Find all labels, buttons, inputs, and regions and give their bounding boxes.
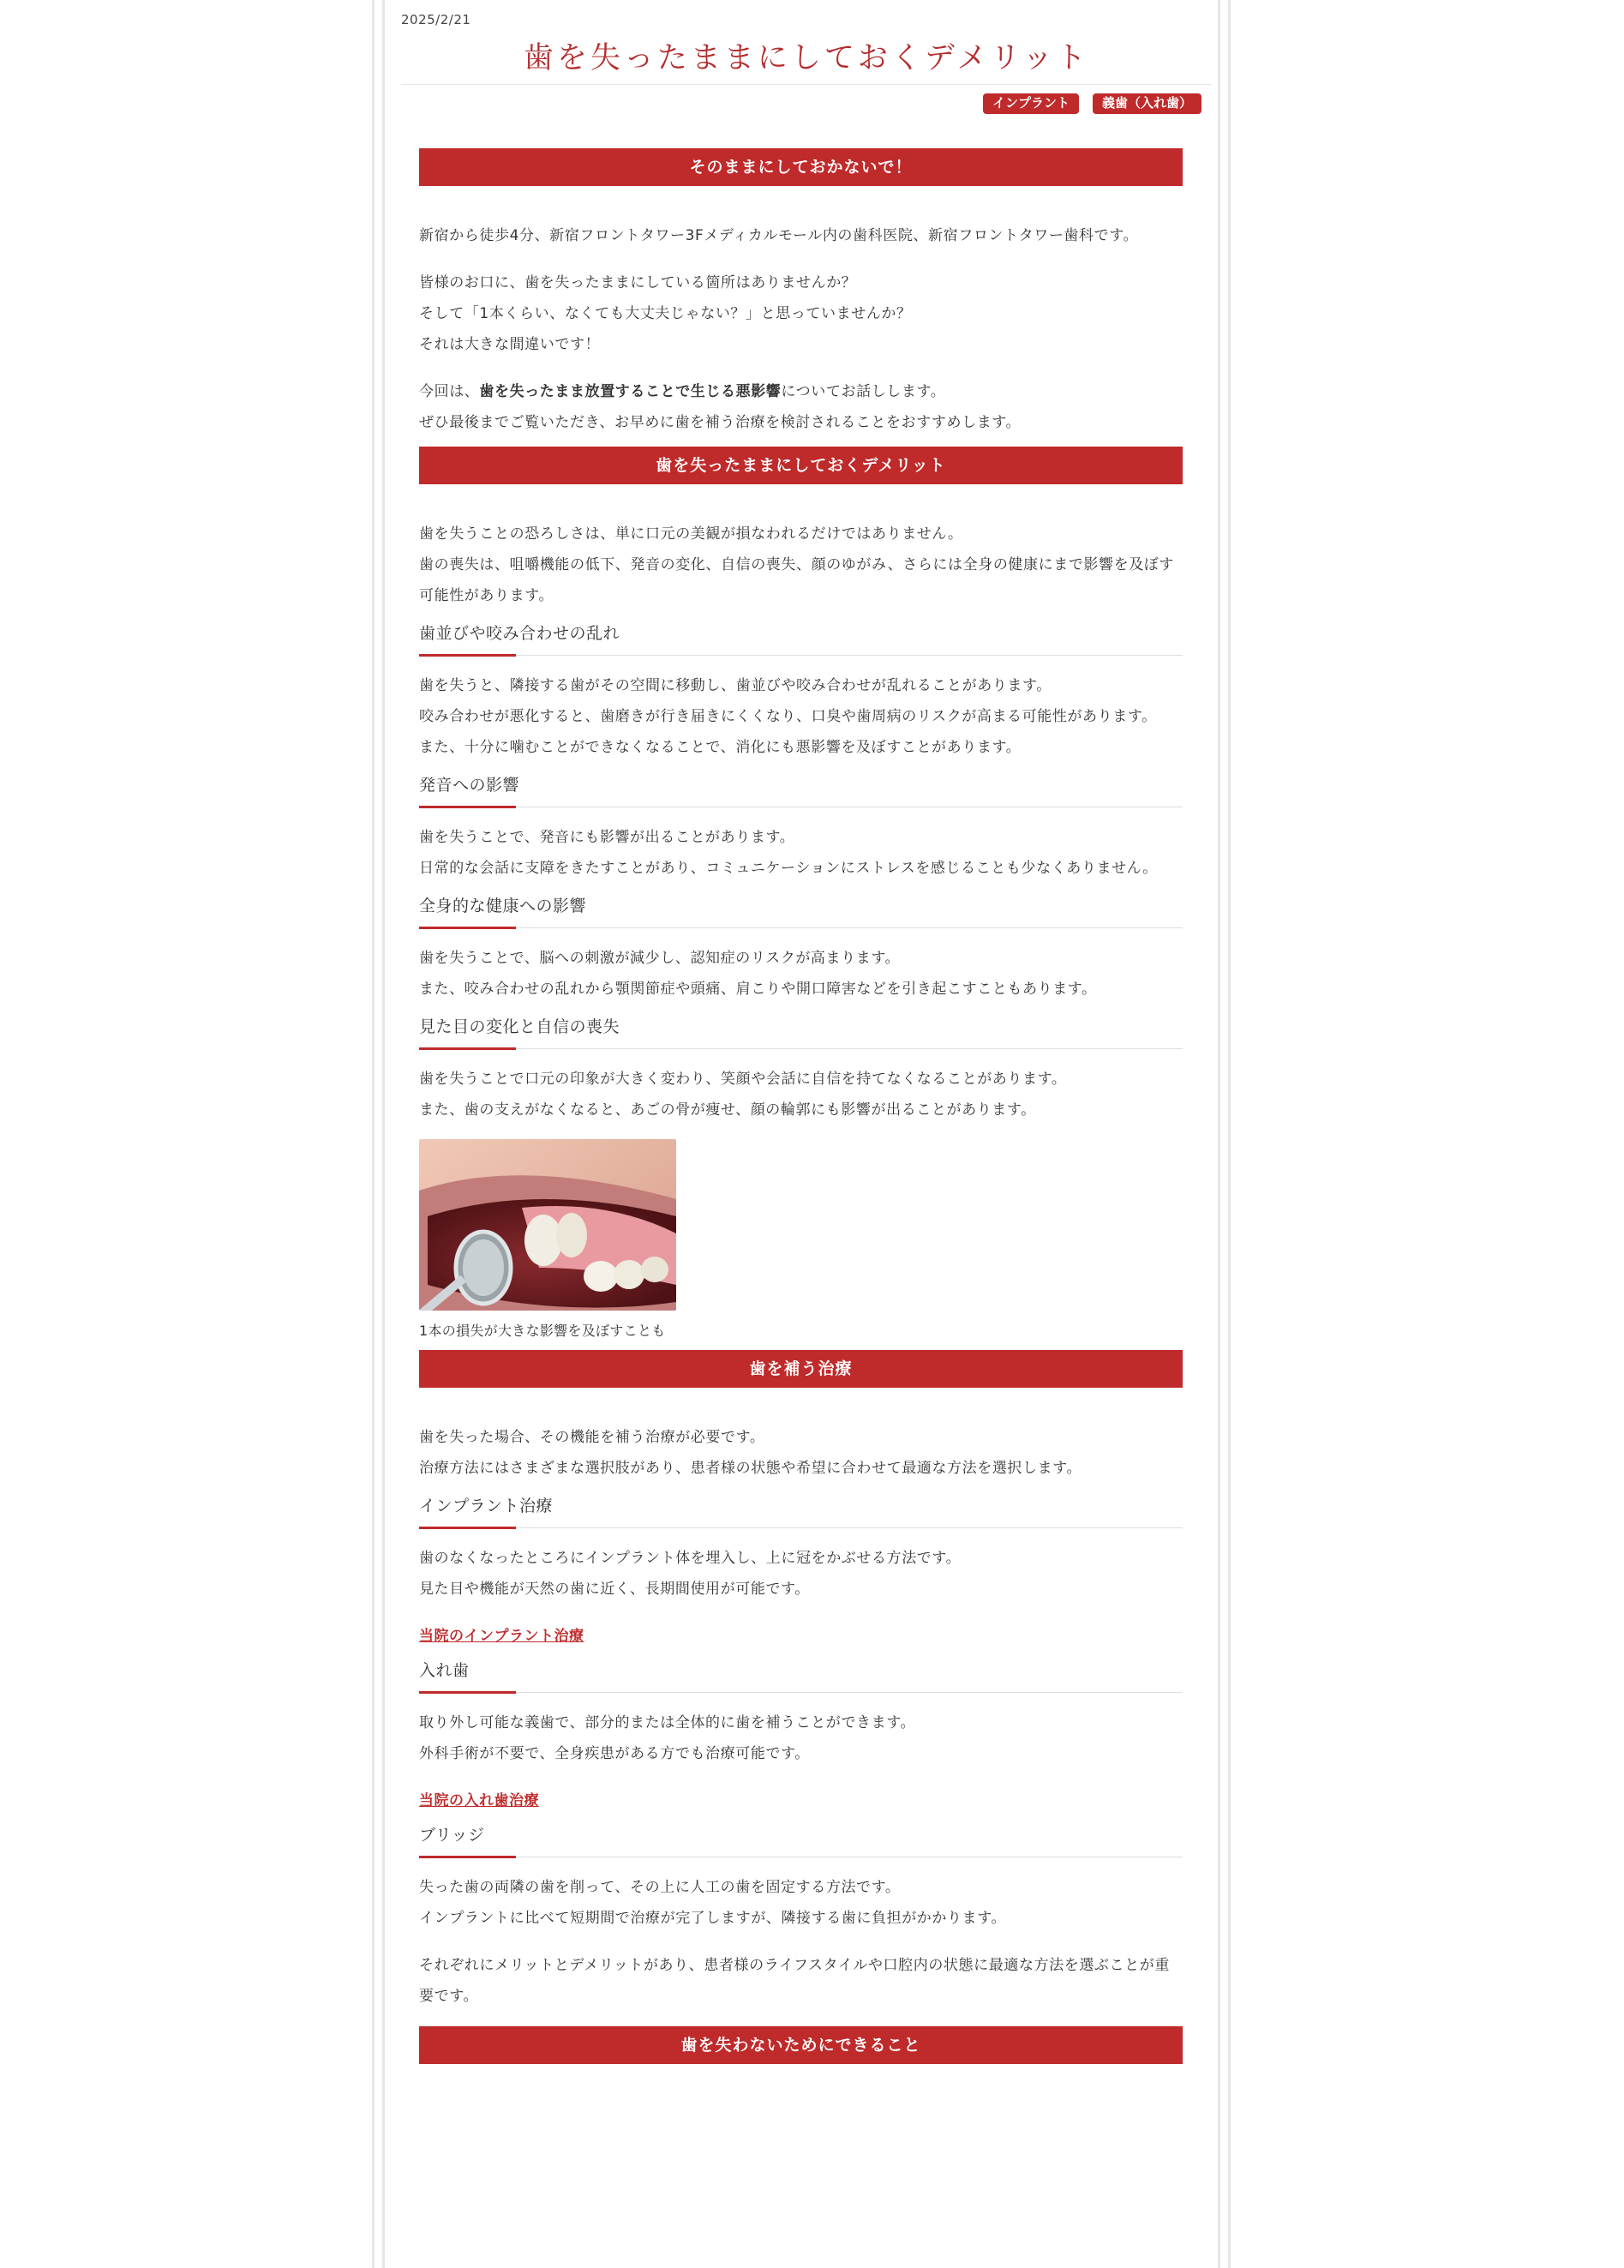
text-line: また、咬み合わせの乱れから顎関節症や頭痛、肩こりや開口障害などを引き起こすこともあります。 [419,981,1097,998]
tag-denture[interactable]: 義歯（入れ歯） [1093,93,1202,114]
text-line: 失った歯の両隣の歯を削って、その上に人工の歯を固定する方法です。 [419,1879,901,1896]
frame-border-left-inner [382,0,385,2268]
mouth-illustration [419,1139,676,1311]
missing-tooth-photo [419,1139,676,1311]
paragraph-alignment [419,670,1183,763]
text-line: 歯を失うことの恐ろしさは、単に口元の美観が損なわれるだけではありません。 [419,525,963,543]
text-line: また、歯の支えがなくなると、あごの骨が痩せ、顔の輪郭にも影響が出ることがあります。 [419,1101,1036,1119]
paragraph-clinic-intro: 新宿から徒歩4分、新宿フロントタワー3Fメディカルモール内の歯科医院、新宿フロントタワー歯科です。 [419,227,1139,244]
paragraph-denture [419,1707,1183,1769]
text-line: 歯を失うことで口元の印象が大きく変わり、笑顔や会話に自信を持てなくなることがあります。 [419,1071,1067,1088]
post-date: 2025/2/21 [401,12,471,27]
text-line: ぜひ最後までご覧いただき、お早めに歯を補う治療を検討されることをおすすめします。 [419,414,1022,431]
text-line: 歯の喪失は、咀嚼機能の低下、発音の変化、自信の喪失、顔のゆがみ、さらには全身の健康にまで影響を及ぼす可能性があります。 [419,556,1175,604]
photo-caption: 1本の損失が大きな影響を及ぼすことも [419,1323,666,1339]
text-line: 外科手術が不要で、全身疾患がある方でも治療可能です。 [419,1745,810,1762]
text-line: 見た目や機能が天然の歯に近く、長期間使用が可能です。 [419,1581,810,1598]
paragraph-appearance [419,1064,1183,1125]
subheading-appearance: 見た目の変化と自信の喪失 [419,1011,1183,1049]
paragraph-question [419,267,1183,360]
text-line: 歯のなくなったところにインプラント体を埋入し、上に冠をかぶせる方法です。 [419,1550,962,1567]
title-divider [401,84,1212,85]
subheading-speech: 発音への影響 [419,770,1183,807]
text-line: 取り外し可能な義歯で、部分的または全体的に歯を補うことができます。 [419,1714,916,1731]
paragraph-speech [419,822,1183,884]
subheading-health: 全身的な健康への影響 [419,891,1183,928]
paragraph-health [419,943,1183,1005]
paragraph-topic [419,376,1183,438]
implant-treatment-link[interactable]: 当院のインプラント治療 [419,1628,584,1645]
paragraph-implant [419,1543,1183,1605]
text-span: についてお話しします。 [781,383,946,400]
denture-treatment-link[interactable]: 当院の入れ歯治療 [419,1792,539,1809]
text-line: 歯を失った場合、その機能を補う治療が必要です。 [419,1429,765,1446]
section-heading-demerits: 歯を失ったままにしておくデメリット [419,447,1183,484]
frame-border-right-inner [1218,0,1220,2268]
frame-border-right [1228,0,1231,2268]
text-line: 治療方法にはさまざまな選択肢があり、患者様の状態や希望に合わせて最適な方法を選択します。 [419,1460,1082,1477]
text-line: また、十分に噛むことができなくなることで、消化にも悪影響を及ぼすことがあります。 [419,739,1022,756]
text-line: 咬み合わせが悪化すると、歯磨きが行き届きにくくなり、口臭や歯周病のリスクが高まる可能性があります。 [419,708,1157,725]
text-line: 歯を失うことで、発音にも影響が出ることがあります。 [419,829,795,846]
paragraph-closing: それぞれにメリットとデメリットがあり、患者様のライフスタイルや口腔内の状態に最適な方法を選ぶことが重要です。 [419,1957,1170,2005]
section-heading-prevention: 歯を失わないためにできること [419,2026,1183,2064]
paragraph-demerits-intro [419,519,1183,611]
text-line: 歯を失うことで、脳への刺激が減少し、認知症のリスクが高まります。 [419,950,901,967]
article-body [419,148,1183,2064]
section-heading-intro: そのままにしておかないで！ [419,148,1183,186]
section-heading-treatment: 歯を補う治療 [419,1350,1183,1388]
frame-border-left [372,0,375,2268]
tag-implant[interactable]: インプラント [983,93,1079,114]
paragraph-treatment-intro [419,1422,1183,1484]
subheading-alignment: 歯並びや咬み合わせの乱れ [419,618,1183,656]
text-line [419,376,1183,407]
text-span: 今回は、 [419,383,480,400]
paragraph-bridge [419,1872,1183,1934]
text-line: インプラントに比べて短期間で治療が完了しますが、隣接する歯に負担がかかります。 [419,1910,1007,1927]
subheading-denture: 入れ歯 [419,1655,1183,1693]
post-tags [969,93,1202,114]
text-line: そして「1本くらい、なくても大丈夫じゃない？」と思っていませんか？ [419,305,912,322]
text-line: 皆様のお口に、歯を失ったままにしている箇所はありませんか？ [419,274,857,291]
blog-post [401,0,1212,2268]
subheading-bridge: ブリッジ [419,1820,1183,1857]
text-line: それは大きな間違いです！ [419,336,601,353]
subheading-implant: インプラント治療 [419,1491,1183,1528]
post-title: 歯を失ったままにしておくデメリット [523,41,1090,75]
text-line: 歯を失うと、隣接する歯がその空間に移動し、歯並びや咬み合わせが乱れることがあります。 [419,677,1052,694]
emphasis-text: 歯を失ったまま放置することで生じる悪影響 [479,383,782,400]
text-line: 日常的な会話に支障をきたすことがあり、コミュニケーションにストレスを感じることも少なくありません。 [419,860,1158,877]
